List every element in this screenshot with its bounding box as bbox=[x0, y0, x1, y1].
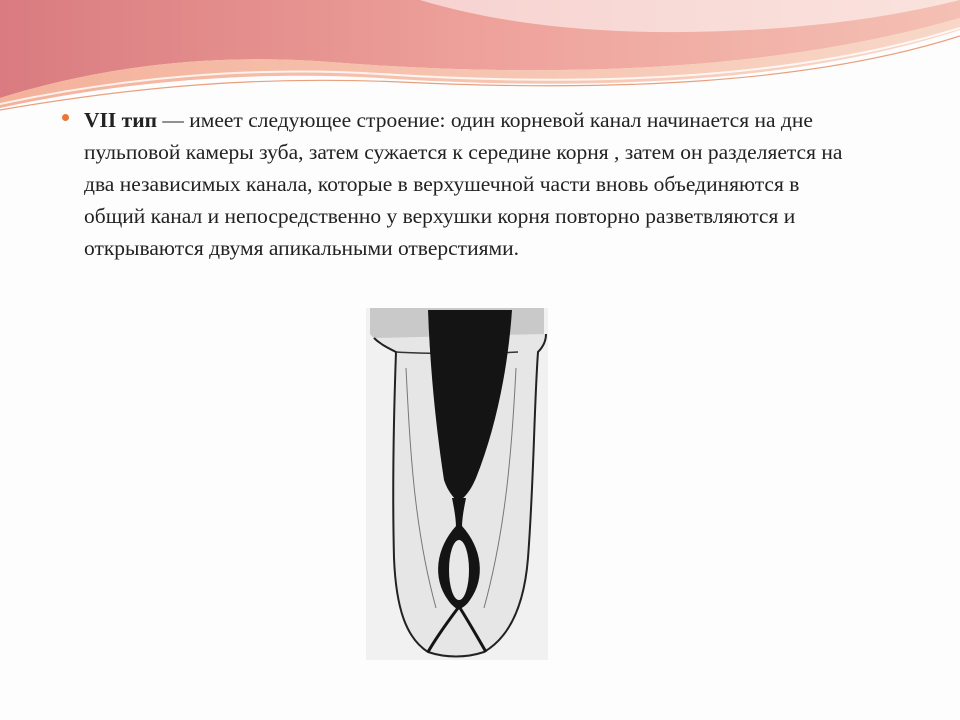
text-block bbox=[62, 104, 862, 264]
bullet-dot-icon bbox=[62, 114, 69, 121]
tooth-root-canal-illustration bbox=[366, 308, 548, 660]
bullet-text bbox=[84, 104, 862, 264]
bullet-description: — имеет следующее строение: один корневой канал начинается на дне пульповой камеры зуба, затем сужается к середине корня , затем он разделяется на два независимых канала, которые в верхушечной части вновь объединяются в общий канал и непосредственно у верхушки корня повторно разветвляются и открываются двумя апикальными отверстиями. bbox=[84, 108, 843, 260]
bullet-term: VII тип bbox=[84, 108, 157, 132]
bullet-item bbox=[62, 104, 862, 264]
bullet-marker bbox=[62, 104, 84, 121]
header-wave-decoration bbox=[0, 0, 960, 120]
